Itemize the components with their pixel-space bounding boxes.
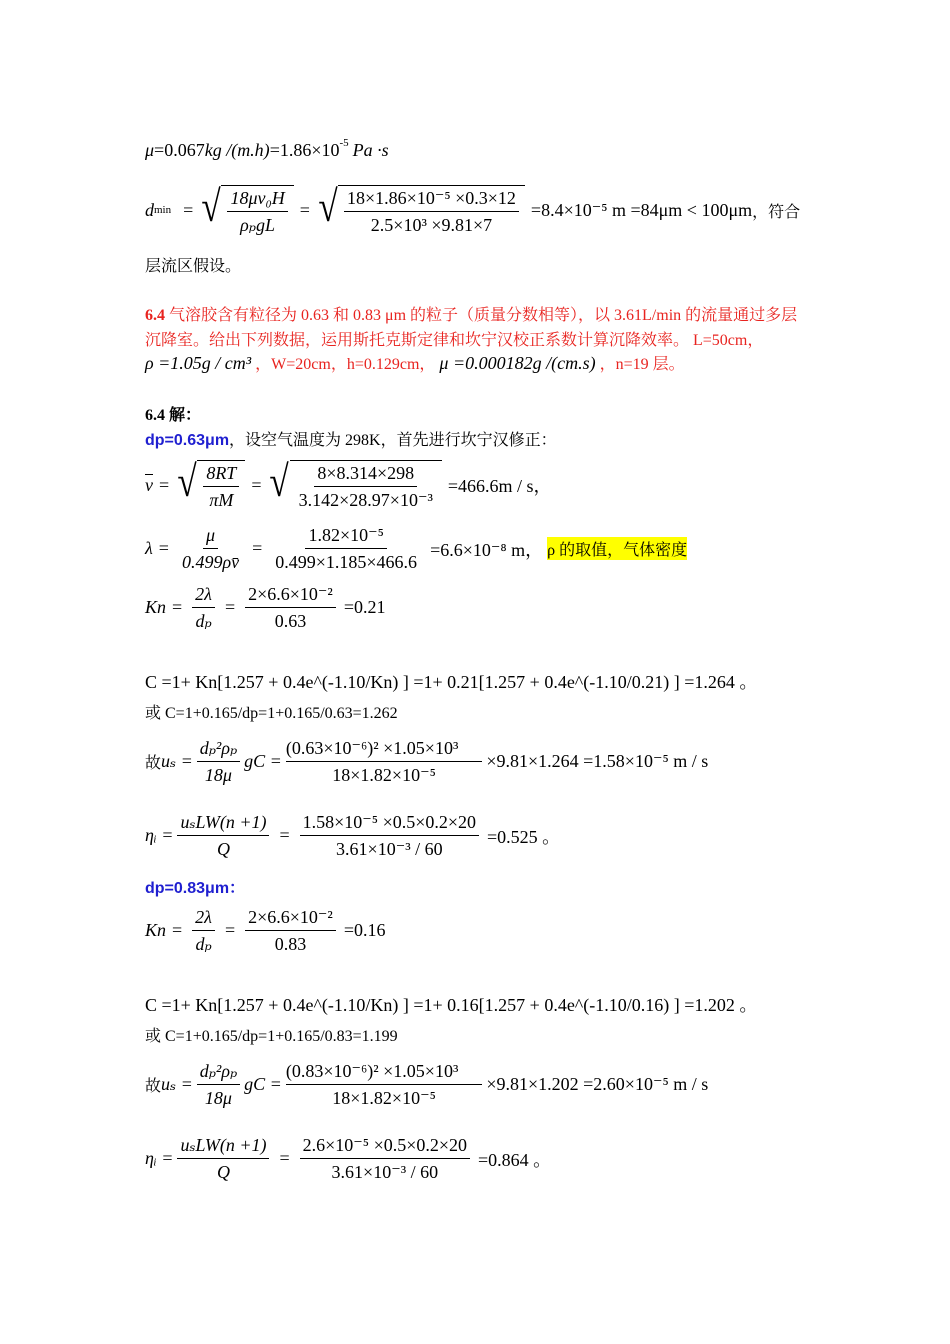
us2-result: ×9.81×1.202 =2.60×10⁻⁵ m / s: [486, 1074, 709, 1095]
dp2-efficiency: ηᵢ = $\frac{\text{uₛLW(n +1)}}{Q}$ = $\frac{\text{2.6×10⁻⁵ ×0.5×0.2×20}}{\text{3.61×10⁻³ / 60}}$ =0.864 。: [145, 1135, 552, 1182]
us2-gc: gC =: [244, 1074, 282, 1095]
mu-symbol: μ: [145, 140, 155, 160]
dp1-settling-velocity: [145, 738, 708, 785]
us1-den: 18μ: [204, 764, 232, 785]
eta2-result: =0.864 。: [478, 1149, 552, 1170]
kn1-num2: 2×6.6×10⁻²: [245, 584, 336, 608]
kn1-num: 2λ: [192, 584, 215, 608]
eta2-num: uₛLW(n +1): [177, 1135, 269, 1159]
v-num: 8RT: [203, 463, 239, 487]
dmin-continuation: 层流区假设。: [145, 258, 242, 275]
dmin-frac1-den: ρₚgL: [240, 214, 275, 235]
dp2-intro: [145, 875, 245, 898]
eta1-lhs: ηᵢ =: [145, 825, 174, 846]
kn1-den: dₚ: [195, 610, 212, 631]
dp1-us-lhs: uₛ =: [161, 751, 193, 772]
kn2-den: dₚ: [195, 933, 212, 954]
problem-rho: ρ =1.05g / cm³: [145, 353, 252, 373]
mu-unit-si: Pa ·s: [352, 140, 389, 160]
dp2-us-prefix: 故: [145, 1078, 162, 1096]
mu-equation: [145, 136, 389, 161]
kn2-result: =0.16: [343, 920, 386, 941]
dmin-frac2-den: 2.5×10³ ×9.81×7: [370, 214, 493, 235]
eta2-den: Q: [216, 1161, 230, 1182]
eta2-den2: 3.61×10⁻³ / 60: [331, 1161, 439, 1182]
v-den2: 3.142×28.97×10⁻³: [298, 489, 433, 510]
dmin-sub: min: [154, 204, 172, 217]
lambda-den: 0.499ρv̄: [181, 551, 240, 572]
problem-mu: μ =0.000182g /(cm.s): [439, 353, 596, 373]
us1-result: ×9.81×1.264 =1.58×10⁻⁵ m / s: [486, 751, 709, 772]
mu-unit: kg /(m.h): [204, 140, 270, 160]
us1-num2: (0.63×10⁻⁶)² ×1.05×10³: [286, 738, 483, 762]
dp1-velocity-equation: $\overline{v}$ = √ $\frac{8RT}{\pi M}$ = √ $\frac{8\times 8.314\times 298}{\text{3.142×28.97×10⁻³}}$ =466.6m / s，: [145, 457, 552, 510]
dmin-frac1-num: 18μv₀H: [227, 188, 287, 212]
dmin-equation: d min = √ $\frac{\text{18μv₀H}}{\text{ρₚgL}}$ = √ $\frac{\text{18×1.86×10⁻⁵ ×0.3×12}}{\text{2.5×10³ ×9.81×7}}$ =8.4×10⁻⁵ m =84μm < 100μm ，符合: [145, 182, 801, 235]
us2-num2: (0.83×10⁻⁶)² ×1.05×10³: [286, 1061, 483, 1085]
dp2-label: dp=0.83μm：: [145, 880, 246, 897]
dp1-intro-text: ，设空气温度为 298K，首先进行坎宁汉修正：: [229, 432, 557, 449]
problem-number: 6.4: [145, 307, 165, 324]
us2-den: 18μ: [204, 1087, 232, 1108]
mu-exponent: -5: [339, 136, 349, 149]
v-num2: 8×8.314×298: [314, 463, 417, 487]
lambda-num2: 1.82×10⁻⁵: [305, 525, 386, 549]
mu-value-si: =1.86×10: [269, 140, 340, 160]
dp2-cunningham-equation: C =1+ Kn[1.257 + 0.4e^(-1.10/Kn) ] =1+ 0.16[1.257 + 0.4e^(-1.10/0.16) ] =1.202 。: [145, 995, 758, 1015]
density-note: ρ 的取值，气体密度: [547, 537, 687, 560]
dmin-result: =8.4×10⁻⁵ m =84μm < 100μm: [530, 199, 753, 220]
dmin-symbol: d: [145, 199, 154, 220]
eta2-num2: 2.6×10⁻⁵ ×0.5×0.2×20: [300, 1135, 470, 1159]
us2-den2: 18×1.82×10⁻⁵: [332, 1087, 436, 1108]
us1-num: dₚ²ρₚ: [197, 738, 240, 762]
dp1-kn-equation: Kn = $\frac{2\lambda}{\text{dₚ}}$ = $\frac{\text{2×6.6×10⁻²}}{0.63}$ =0.21: [145, 584, 386, 631]
kn2-den2: 0.83: [274, 933, 307, 954]
lambda-num: μ: [203, 525, 218, 549]
lambda-den2: 0.499×1.185×466.6: [275, 551, 418, 572]
dp1-intro: [145, 427, 557, 450]
eta1-den: Q: [216, 838, 230, 859]
eta2-lhs: ηᵢ =: [145, 1148, 174, 1169]
dp2-kn-equation: Kn = $\frac{2\lambda}{\text{dₚ}}$ = $\frac{\text{2×6.6×10⁻²}}{0.83}$ =0.16: [145, 907, 386, 954]
problem-line-1: [145, 302, 797, 325]
dp2-settling-velocity: [145, 1061, 708, 1108]
v-result: =466.6m / s，: [447, 476, 552, 497]
dmin-frac2-num: 18×1.86×10⁻⁵ ×0.3×12: [344, 188, 519, 212]
dp1-label: dp=0.63μm: [145, 432, 230, 449]
eta1-num: uₛLW(n +1): [177, 812, 269, 836]
kn2-num2: 2×6.6×10⁻²: [245, 907, 336, 931]
dp1-cunningham-equation: C =1+ Kn[1.257 + 0.4e^(-1.10/Kn) ] =1+ 0.21[1.257 + 0.4e^(-1.10/0.21) ] =1.264 。: [145, 672, 758, 692]
dp2-cunningham-alt: 或 C=1+0.165/dp=1+0.165/0.83=1.199: [145, 1028, 398, 1045]
kn1-result: =0.21: [343, 597, 386, 618]
dp1-efficiency: ηᵢ = $\frac{\text{uₛLW(n +1)}}{Q}$ = $\frac{\text{1.58×10⁻⁵ ×0.5×0.2×20}}{\text{3.61×10⁻³ / 60}}$ =0.525 。: [145, 812, 561, 859]
problem-line-2: 沉降室。给出下列数据，运用斯托克斯定律和坎宁汉校正系数计算沉降效率。 L=50cm，: [145, 332, 764, 349]
problem-layers: ，n=19 层。: [599, 356, 685, 373]
dp1-us-prefix: 故: [145, 755, 162, 773]
dp1-cunningham-alt: 或 C=1+0.165/dp=1+0.165/0.63=1.262: [145, 705, 398, 722]
dmin-tail: ，符合: [752, 203, 801, 221]
v-den: πM: [209, 489, 234, 510]
solution-heading: 6.4 解：: [145, 407, 202, 424]
kn1-den2: 0.63: [274, 610, 307, 631]
dp2-us-lhs: uₛ =: [161, 1074, 193, 1095]
dp1-lambda-equation: λ = $\frac{\mu}{0.499\rho v̄}$ = $\frac{\text{1.82×10⁻⁵}}{0.499\times 1.185\times 466.6}$ =6.6×10⁻⁸ m， ρ 的取值，气体密度: [145, 525, 688, 572]
kn2-num: 2λ: [192, 907, 215, 931]
us2-num: dₚ²ρₚ: [197, 1061, 240, 1085]
us1-gc: gC =: [244, 751, 282, 772]
lambda-result: =6.6×10⁻⁸ m，: [430, 539, 544, 560]
eta1-num2: 1.58×10⁻⁵ ×0.5×0.2×20: [300, 812, 479, 836]
problem-line-3: [145, 351, 685, 374]
eta1-den2: 3.61×10⁻³ / 60: [336, 838, 443, 859]
problem-text-1: 气溶胶含有粒径为 0.63 和 0.83 μm 的粒子（质量分数相等），以 3.61L/min 的流量通过多层: [169, 307, 798, 324]
eta1-result: =0.525 。: [487, 826, 561, 847]
problem-dims: ，W=20cm，h=0.129cm，: [255, 356, 436, 373]
us1-den2: 18×1.82×10⁻⁵: [332, 764, 436, 785]
mu-value: =0.067: [154, 140, 205, 160]
